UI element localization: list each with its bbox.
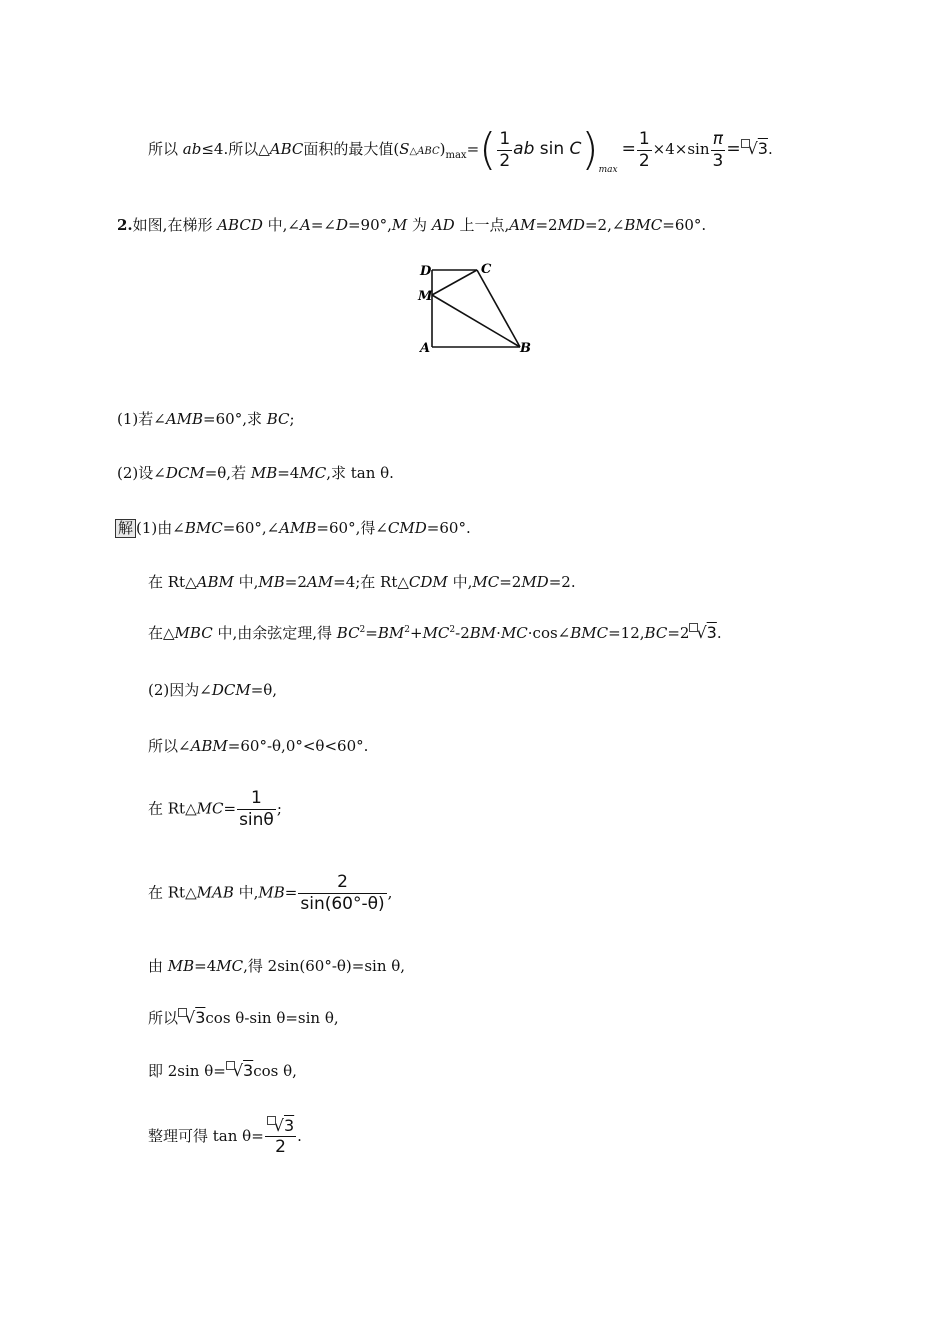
solution-line-3: 在△MBC 中,由余弦定理,得 $BC^2=BM^2+MC^2-2BM\cdot MC\cdot\cos\angle BMC=12,BC=2$ √3. [148, 623, 722, 642]
question-2: (2)设∠DCM=θ,若 MB=4MC,求 tan θ. [117, 464, 394, 482]
solution-line-2: 在 Rt△ABM 中,MB=2AM=4;在 Rt△CDM 中,MC=2MD=2. [148, 573, 576, 591]
solution-line-4: (2)因为∠DCM=θ, [148, 681, 278, 699]
solution-line-9: 所以 √3cos θ-sin θ=sin θ, [148, 1008, 339, 1027]
fraction-half: $\frac{1}{2}$ [499, 128, 511, 171]
sqrt-3: √3 [689, 623, 716, 642]
label-c: C [481, 262, 492, 277]
segment-mb [432, 295, 520, 347]
fraction-sqrt3-over-2: $\frac{√3}{2}$ [265, 1118, 296, 1156]
problem-2-statement: 2.如图,在梯形 ABCD 中,∠A=∠D=90°,M 为 AD 上一点,AM=2MD=2,∠BMC=60°. [117, 216, 707, 234]
label-a: A [420, 341, 431, 356]
label-m: M [418, 289, 433, 304]
sqrt-3: √3 [226, 1061, 253, 1080]
solution-line-6: 在 Rt△MC= $\frac{1}{\sin\theta}$ ; [148, 788, 282, 830]
fraction-half-2: $\frac{1}{2}$ [638, 128, 650, 171]
solution-line-1: 解 (1)由∠BMC=60°,∠AMB=60°,得∠CMD=60°. [115, 519, 471, 538]
segment-mc [432, 270, 477, 295]
solution-line-8: 由 MB=4MC,得 2sin(60°-θ)=sin θ, [148, 957, 406, 975]
solution-line-11: 整理可得 tan θ= $\frac{√3}{2}$ . [148, 1116, 302, 1157]
sqrt-3: √3 [741, 139, 768, 158]
solution-tag: 解 [115, 519, 136, 538]
segment-cb [477, 270, 520, 347]
fraction-1-over-sin: $\frac{1}{\sin\theta}$ [239, 788, 274, 830]
fraction-pi-over-3: $\frac{\pi}{3}$ [712, 128, 724, 171]
solution-line-5: 所以∠ABM=60°-θ,0°<θ<60°. [148, 737, 369, 755]
solution-line-7: 在 Rt△MAB 中,MB= $\frac{2}{\sin(60^\circ-\theta)}$ , [148, 872, 393, 914]
solution-line-10: 即 2sin θ= √3cos θ, [148, 1061, 297, 1080]
question-1: (1)若∠AMB=60°,求 BC; [117, 410, 295, 428]
label-b: B [520, 341, 531, 356]
fraction-2-over-sin: $\frac{2}{\sin(60^\circ-\theta)}$ [300, 872, 385, 914]
trapezoid-figure [410, 258, 560, 368]
label-d: D [420, 264, 432, 279]
sqrt-3: √3 [178, 1008, 205, 1027]
area-max-line: 所以 ab≤4.所以△ABC面积的最大值$(S\triangle ABC)_{max}=$( $\frac{1}{2}$ ab $\sin C)_{max}=$ $\frac{1}{2}$ ×4×sin $\frac{\pi}{3}$ = √3. [148, 124, 773, 175]
